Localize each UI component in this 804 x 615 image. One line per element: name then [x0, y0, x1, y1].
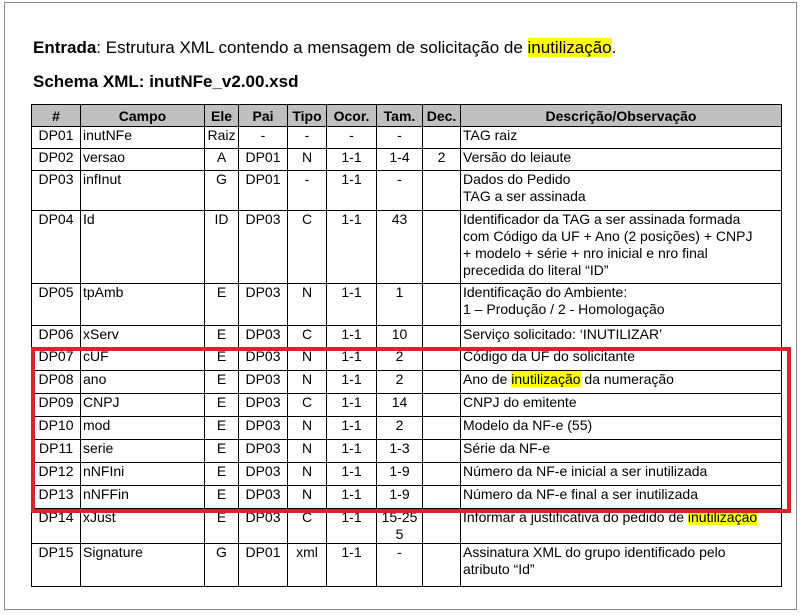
- cell-dec: [423, 394, 461, 417]
- cell-campo: Id: [81, 211, 205, 284]
- desc-line: atributo “Id”: [463, 561, 535, 577]
- cell-num: DP10: [32, 417, 81, 440]
- table-row: [32, 417, 782, 440]
- desc-line: Série da NF-e: [463, 440, 551, 456]
- header-ocor: Ocor.: [327, 105, 377, 127]
- cell-dec: [423, 417, 461, 440]
- cell-ocor: -: [327, 127, 377, 149]
- table-row: [32, 171, 782, 211]
- cell-campo: tpAmb: [81, 284, 205, 326]
- cell-campo: infInut: [81, 171, 205, 211]
- desc-line: 1 – Produção / 2 - Homologação: [463, 301, 665, 317]
- cell-ele: E: [205, 417, 239, 440]
- table-row: [32, 463, 782, 486]
- cell-tam: 15-255: [377, 509, 423, 544]
- cell-campo: nNFIni: [81, 463, 205, 486]
- desc-line: Código da UF do solicitante: [463, 348, 635, 364]
- cell-ele: E: [205, 509, 239, 544]
- intro-text-end: .: [611, 38, 617, 57]
- cell-ocor: 1-1: [327, 284, 377, 326]
- cell-tam: 43: [377, 211, 423, 284]
- cell-dec: [423, 486, 461, 509]
- cell-ele: E: [205, 394, 239, 417]
- cell-num: DP03: [32, 171, 81, 211]
- cell-dec: [423, 440, 461, 463]
- cell-ele: E: [205, 463, 239, 486]
- cell-ocor: 1-1: [327, 544, 377, 587]
- table-row: [32, 348, 782, 371]
- cell-pai: DP03: [239, 509, 288, 544]
- intro-label: Entrada: [33, 38, 97, 57]
- cell-dec: [423, 348, 461, 371]
- cell-tam: 2: [377, 348, 423, 371]
- cell-campo: nNFFin: [81, 486, 205, 509]
- cell-tam: 1-9: [377, 463, 423, 486]
- cell-pai: DP03: [239, 486, 288, 509]
- cell-campo: serie: [81, 440, 205, 463]
- cell-tipo: N: [288, 417, 327, 440]
- cell-pai: DP03: [239, 348, 288, 371]
- cell-ele: G: [205, 544, 239, 587]
- desc-line: Assinatura XML do grupo identificado pelo: [463, 544, 726, 560]
- cell-tam: 1: [377, 284, 423, 326]
- cell-tipo: N: [288, 371, 327, 394]
- cell-ele: G: [205, 171, 239, 211]
- cell-ocor: 1-1: [327, 463, 377, 486]
- cell-dec: [423, 509, 461, 544]
- cell-desc: [461, 509, 782, 544]
- cell-dec: [423, 171, 461, 211]
- cell-ele: Raiz: [205, 127, 239, 149]
- cell-tam: 1-9: [377, 486, 423, 509]
- table-row: [32, 440, 782, 463]
- cell-tam: 2: [377, 371, 423, 394]
- desc-line: Número da NF-e final a ser inutilizada: [463, 486, 698, 502]
- cell-desc: [461, 348, 782, 371]
- desc-text: da numeração: [580, 371, 674, 387]
- header-tipo: Tipo: [288, 105, 327, 127]
- cell-tam: -: [377, 171, 423, 211]
- cell-num: DP09: [32, 394, 81, 417]
- table-row: [32, 371, 782, 394]
- cell-pai: DP01: [239, 149, 288, 171]
- cell-campo: versao: [81, 149, 205, 171]
- cell-desc: [461, 149, 782, 171]
- cell-pai: DP03: [239, 211, 288, 284]
- cell-campo: Signature: [81, 544, 205, 587]
- desc-highlight: inutilização: [687, 509, 758, 525]
- cell-num: DP06: [32, 326, 81, 348]
- desc-line: Dados do Pedido: [463, 171, 571, 187]
- cell-desc: [461, 394, 782, 417]
- cell-ele: E: [205, 486, 239, 509]
- cell-desc: [461, 284, 782, 326]
- cell-desc: [461, 440, 782, 463]
- cell-tipo: N: [288, 463, 327, 486]
- cell-ele: E: [205, 326, 239, 348]
- cell-ocor: 1-1: [327, 171, 377, 211]
- cell-num: DP14: [32, 509, 81, 544]
- header-desc: Descrição/Observação: [461, 105, 782, 127]
- cell-tipo: C: [288, 509, 327, 544]
- cell-tipo: N: [288, 348, 327, 371]
- cell-tipo: xml: [288, 544, 327, 587]
- cell-dec: [423, 371, 461, 394]
- cell-tipo: -: [288, 171, 327, 211]
- desc-line: com Código da UF + Ano (2 posições) + CNPJ: [463, 228, 753, 244]
- table-row: [32, 284, 782, 326]
- desc-line: Identificador da TAG a ser assinada formada: [463, 211, 741, 227]
- cell-pai: DP03: [239, 284, 288, 326]
- cell-ele: ID: [205, 211, 239, 284]
- desc-line: Modelo da NF-e (55): [463, 417, 593, 433]
- table-row: [32, 326, 782, 348]
- cell-num: DP13: [32, 486, 81, 509]
- cell-campo: mod: [81, 417, 205, 440]
- cell-pai: -: [239, 127, 288, 149]
- cell-ocor: 1-1: [327, 348, 377, 371]
- table-row: [32, 211, 782, 284]
- desc-line: TAG a ser assinada: [463, 188, 586, 204]
- cell-desc: [461, 463, 782, 486]
- desc-line: precedida do literal “ID”: [463, 262, 609, 278]
- intro-text: : Estrutura XML contendo a mensagem de solicitação de: [96, 38, 528, 57]
- cell-campo: xServ: [81, 326, 205, 348]
- cell-tam: -: [377, 544, 423, 587]
- cell-tipo: N: [288, 440, 327, 463]
- cell-desc: [461, 211, 782, 284]
- cell-tipo: N: [288, 149, 327, 171]
- cell-tam: 2: [377, 417, 423, 440]
- cell-ocor: 1-1: [327, 509, 377, 544]
- cell-pai: DP03: [239, 394, 288, 417]
- cell-desc: [461, 486, 782, 509]
- cell-campo: inutNFe: [81, 127, 205, 149]
- cell-num: DP01: [32, 127, 81, 149]
- cell-pai: DP03: [239, 326, 288, 348]
- cell-tam: 1-3: [377, 440, 423, 463]
- cell-dec: [423, 284, 461, 326]
- cell-dec: [423, 326, 461, 348]
- cell-desc: [461, 326, 782, 348]
- cell-dec: [423, 544, 461, 587]
- cell-ocor: 1-1: [327, 394, 377, 417]
- cell-num: DP11: [32, 440, 81, 463]
- cell-ocor: 1-1: [327, 440, 377, 463]
- cell-ele: E: [205, 348, 239, 371]
- header-ele: Ele: [205, 105, 239, 127]
- cell-num: DP15: [32, 544, 81, 587]
- cell-ocor: 1-1: [327, 417, 377, 440]
- cell-ele: E: [205, 284, 239, 326]
- cell-tam: -: [377, 127, 423, 149]
- table-row: [32, 127, 782, 149]
- desc-line: + modelo + série + nro inicial e nro final: [463, 245, 708, 261]
- cell-desc: [461, 371, 782, 394]
- desc-highlight: inutilização: [511, 371, 581, 387]
- cell-tipo: -: [288, 127, 327, 149]
- table-row: [32, 486, 782, 509]
- cell-ocor: 1-1: [327, 211, 377, 284]
- cell-num: DP04: [32, 211, 81, 284]
- cell-tam: 14: [377, 394, 423, 417]
- desc-line: Número da NF-e inicial a ser inutilizada: [463, 463, 708, 479]
- cell-num: DP08: [32, 371, 81, 394]
- header-tam: Tam.: [377, 105, 423, 127]
- cell-tipo: C: [288, 326, 327, 348]
- cell-num: DP12: [32, 463, 81, 486]
- desc-line: Versão do leiaute: [463, 149, 572, 165]
- cell-pai: DP03: [239, 440, 288, 463]
- table-row: [32, 394, 782, 417]
- cell-ocor: 1-1: [327, 326, 377, 348]
- cell-dec: [423, 211, 461, 284]
- desc-line: Identificação do Ambiente:: [463, 284, 628, 300]
- table-row: [32, 544, 782, 587]
- cell-ele: A: [205, 149, 239, 171]
- header-dec: Dec.: [423, 105, 461, 127]
- header-num: #: [32, 105, 81, 127]
- table-header-row: [32, 105, 782, 127]
- cell-tipo: N: [288, 486, 327, 509]
- cell-pai: DP03: [239, 463, 288, 486]
- desc-line: TAG raiz: [463, 127, 518, 143]
- schema-table: [31, 104, 782, 587]
- intro-line: [33, 38, 616, 58]
- header-campo: Campo: [81, 105, 205, 127]
- cell-pai: DP03: [239, 417, 288, 440]
- cell-campo: ano: [81, 371, 205, 394]
- desc-text: Ano de: [463, 371, 512, 387]
- cell-tipo: N: [288, 284, 327, 326]
- cell-pai: DP03: [239, 371, 288, 394]
- cell-campo: CNPJ: [81, 394, 205, 417]
- cell-ocor: 1-1: [327, 371, 377, 394]
- cell-tam: 1-4: [377, 149, 423, 171]
- cell-pai: DP01: [239, 171, 288, 211]
- intro-highlight: inutilização: [527, 38, 612, 57]
- cell-ele: E: [205, 371, 239, 394]
- desc-line: CNPJ do emitente: [463, 394, 577, 410]
- cell-tipo: C: [288, 394, 327, 417]
- cell-dec: [423, 463, 461, 486]
- table-row: [32, 509, 782, 544]
- cell-pai: DP01: [239, 544, 288, 587]
- table-row: [32, 149, 782, 171]
- schema-title: Schema XML: inutNFe_v2.00.xsd: [33, 72, 299, 91]
- cell-desc: [461, 417, 782, 440]
- cell-desc: [461, 127, 782, 149]
- cell-dec: [423, 127, 461, 149]
- cell-ele: E: [205, 440, 239, 463]
- header-pai: Pai: [239, 105, 288, 127]
- desc-line: Serviço solicitado: ‘INUTILIZAR’: [463, 326, 663, 342]
- cell-num: DP02: [32, 149, 81, 171]
- desc-text: Informar a justificativa do pedido de: [463, 509, 688, 525]
- cell-ocor: 1-1: [327, 149, 377, 171]
- cell-num: DP05: [32, 284, 81, 326]
- cell-tam: 10: [377, 326, 423, 348]
- cell-campo: cUF: [81, 348, 205, 371]
- cell-num: DP07: [32, 348, 81, 371]
- cell-ocor: 1-1: [327, 486, 377, 509]
- cell-dec: 2: [423, 149, 461, 171]
- cell-desc: [461, 544, 782, 587]
- cell-desc: [461, 171, 782, 211]
- cell-campo: xJust: [81, 509, 205, 544]
- cell-tipo: C: [288, 211, 327, 284]
